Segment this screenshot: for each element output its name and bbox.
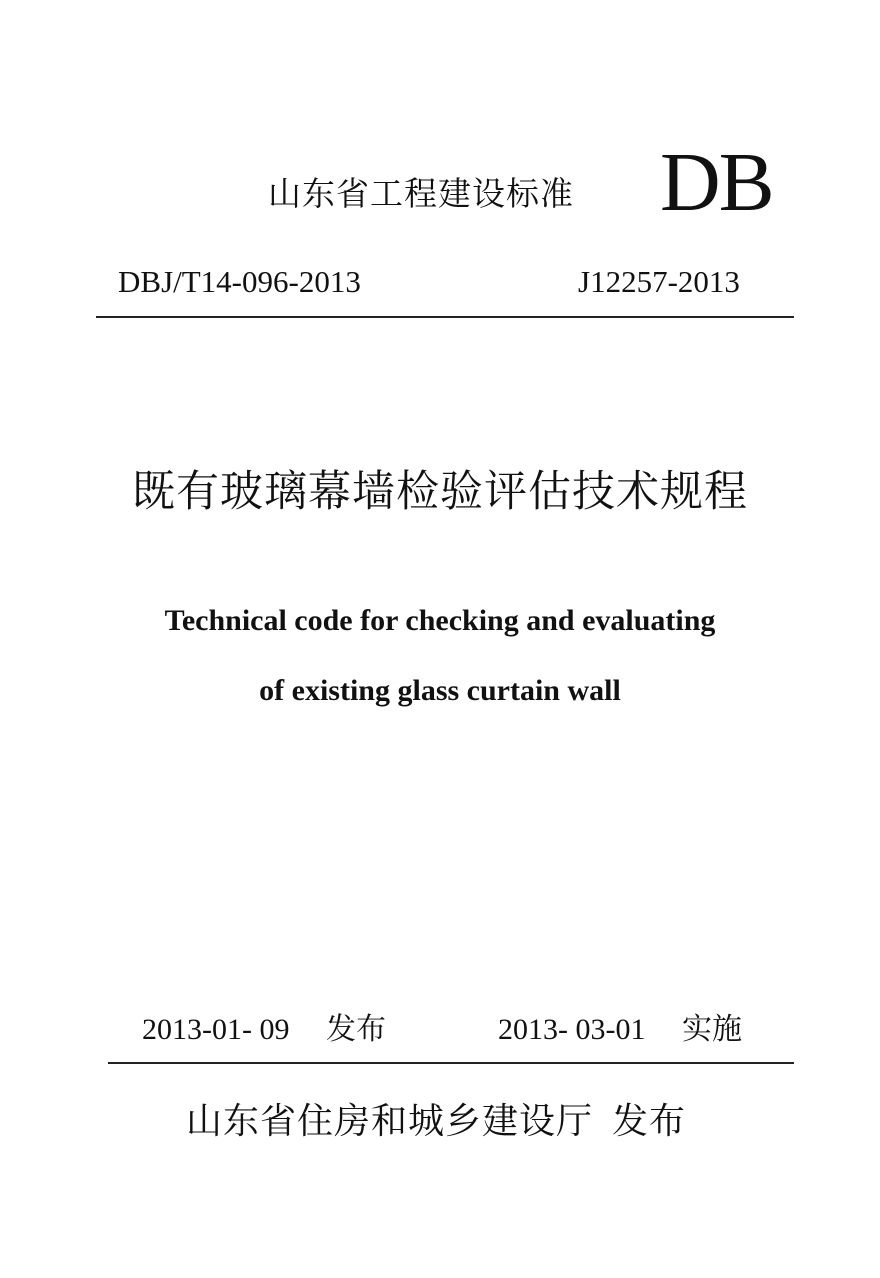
publish-label: 发布 <box>612 1101 687 1142</box>
title-english-line1: Technical code for checking and evaluating <box>164 604 716 637</box>
title-english-line2: of existing glass curtain wall <box>259 674 621 707</box>
standard-type-heading: 山东省工程建设标准 <box>268 174 574 213</box>
top-divider <box>96 316 794 318</box>
issue-date: 2013-01- 09 <box>142 1013 290 1046</box>
issue-label: 发布 <box>326 1012 386 1047</box>
title-chinese: 既有玻璃幕墙检验评估技术规程 <box>132 467 748 517</box>
effective-date: 2013- 03-01 <box>498 1013 646 1046</box>
effective-label: 实施 <box>682 1012 742 1047</box>
bottom-divider <box>108 1062 794 1064</box>
standard-code-number: DBJ/T14-096-2013 <box>118 264 361 299</box>
db-mark: DB <box>660 136 773 229</box>
record-number: J12257-2013 <box>578 264 740 299</box>
publisher-name: 山东省住房和城乡建设厅 <box>186 1101 594 1142</box>
